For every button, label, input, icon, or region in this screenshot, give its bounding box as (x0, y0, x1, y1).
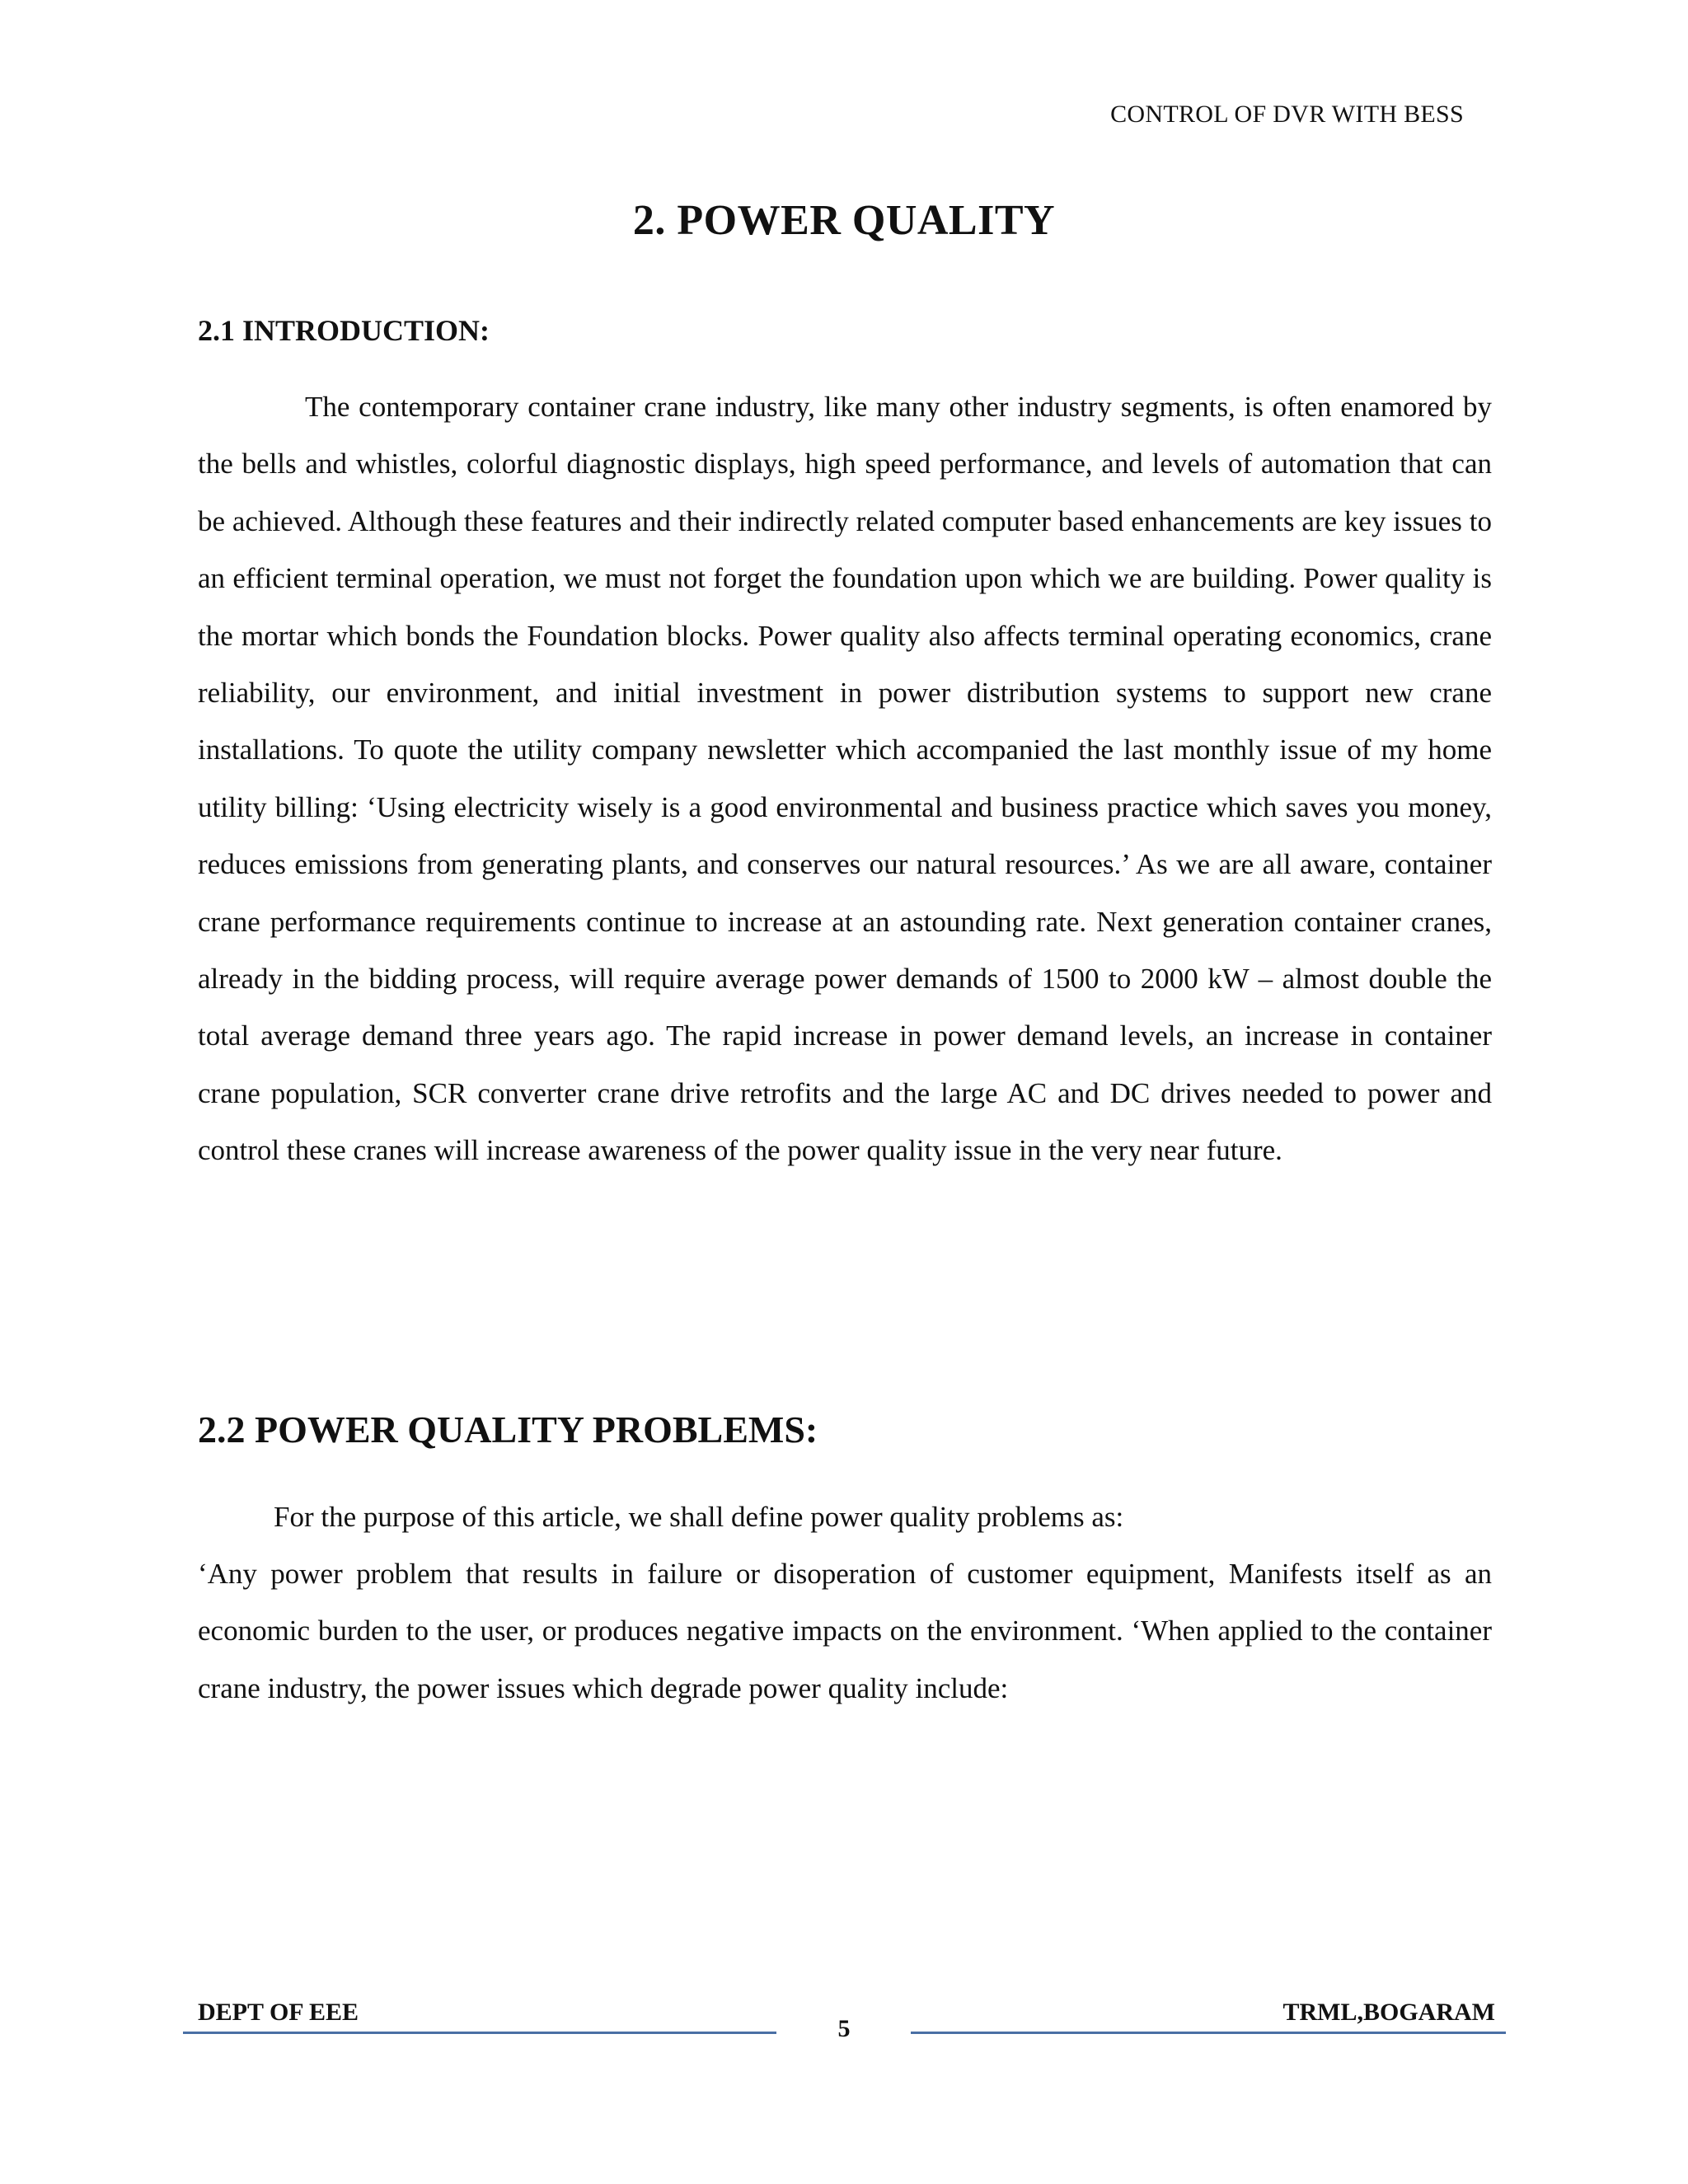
page-number: 5 (837, 2015, 851, 2042)
section-heading-introduction: 2.1 INTRODUCTION: (198, 314, 490, 347)
section-heading-power-quality-problems: 2.2 POWER QUALITY PROBLEMS: (198, 1408, 818, 1451)
running-header: CONTROL OF DVR WITH BESS (1110, 101, 1464, 128)
chapter-title: 2. POWER QUALITY (632, 197, 1056, 244)
problems-definition-paragraph: ‘Any power problem that results in failure or disoperation of customer equipment, Manifests itself as an economic burden to the user, or produces negative impacts on the environment. ‘When applied to the container crane industry, the power issues which degrade power quality include: (198, 1558, 1492, 1704)
problems-lead-sentence: For the purpose of this article, we shall define power quality problems as: (274, 1501, 1124, 1533)
introduction-paragraph: The contemporary container crane industry, like many other industry segments, is often enamored by the bells and whistles, colorful diagnostic displays, high speed performance, and levels of automation that can be achieved. Although these features and their indirectly related computer based enhancements are key issues to an efficient terminal operation, we must not forget the foundation upon which we are building. Power quality is the mortar which bonds the Foundation blocks. Power quality also affects terminal operating economics, crane reliability, our environment, and initial investment in power distribution systems to support new crane installations. To quote the utility company newsletter which accompanied the last monthly issue of my home utility billing: ‘Using electricity wisely is a good environmental and business practice which saves you money, reduces emissions from generating plants, and conserves our natural resources.’ As we are all aware, container crane performance requirements continue to increase at an astounding rate. Next generation container cranes, already in the bidding process, will require average power demands of 1500 to 2000 kW – almost double the total average demand three years ago. The rapid increase in power demand levels, an increase in container crane population, SCR converter crane drive retrofits and the large AC and DC drives needed to power and control these cranes will increase awareness of the power quality issue in the very near future. (198, 391, 1492, 1167)
footer-institution: TRML,BOGARAM (1282, 1999, 1495, 2026)
footer-rule-right (911, 2032, 1506, 2034)
footer-department: DEPT OF EEE (198, 1999, 359, 2026)
